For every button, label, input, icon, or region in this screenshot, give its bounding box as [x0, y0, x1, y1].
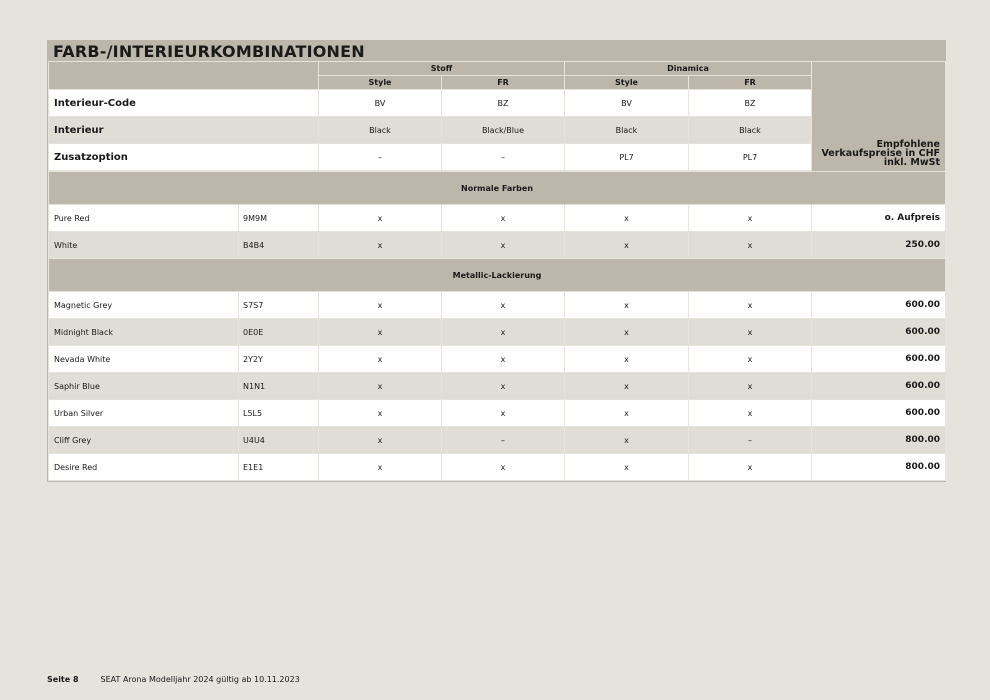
section-header-normale-farben	[49, 172, 946, 205]
availability-cell: x	[319, 454, 442, 481]
price-cell: 250.00	[812, 232, 946, 259]
color-interior-table-block	[47, 40, 946, 482]
availability-cell: x	[689, 454, 812, 481]
availability-cell: x	[689, 400, 812, 427]
info-cell: PL7	[689, 144, 812, 171]
info-row-interieur-code	[49, 90, 946, 117]
price-cell: 800.00	[812, 454, 946, 481]
availability-cell: x	[442, 400, 565, 427]
info-cell: Black/Blue	[442, 117, 565, 144]
color-code: B4B4	[239, 232, 319, 259]
sub-header-dinamica-style: Style	[565, 76, 689, 90]
table-row	[49, 373, 946, 400]
availability-cell: x	[319, 427, 442, 454]
page-footer	[47, 675, 300, 684]
availability-cell: x	[319, 232, 442, 259]
color-name: Urban Silver	[49, 400, 239, 427]
info-cell: Black	[689, 117, 812, 144]
availability-cell: x	[442, 319, 565, 346]
availability-cell: x	[565, 319, 689, 346]
price-cell: 600.00	[812, 373, 946, 400]
color-name: Magnetic Grey	[49, 292, 239, 319]
color-code: 0E0E	[239, 319, 319, 346]
info-cell: –	[442, 144, 565, 171]
availability-cell: x	[319, 400, 442, 427]
availability-cell: x	[689, 373, 812, 400]
availability-cell: x	[319, 205, 442, 232]
group-header-row	[49, 62, 946, 76]
info-cell: BZ	[689, 90, 812, 117]
color-name: Desire Red	[49, 454, 239, 481]
price-cell: o. Aufpreis	[812, 205, 946, 232]
color-name: White	[49, 232, 239, 259]
info-label: Interieur-Code	[49, 90, 319, 117]
info-cell: BZ	[442, 90, 565, 117]
info-row-interieur	[49, 117, 946, 144]
availability-cell: x	[319, 292, 442, 319]
availability-cell: x	[689, 346, 812, 373]
availability-cell: –	[689, 427, 812, 454]
section-title: Metallic-Lackierung	[49, 259, 946, 292]
availability-cell: x	[319, 346, 442, 373]
availability-cell: x	[442, 292, 565, 319]
group-header-dinamica: Dinamica	[565, 62, 812, 76]
availability-cell: x	[565, 346, 689, 373]
group-header-stoff: Stoff	[319, 62, 565, 76]
footer-text: SEAT Arona Modelljahr 2024 gültig ab 10.11.2023	[100, 675, 300, 684]
price-cell: 600.00	[812, 292, 946, 319]
availability-cell: x	[689, 205, 812, 232]
price-header: Empfohlene Verkaufspreise in CHF inkl. MwSt	[812, 62, 946, 172]
info-row-zusatzoption	[49, 144, 946, 171]
availability-cell: x	[689, 292, 812, 319]
color-code: 2Y2Y	[239, 346, 319, 373]
info-cell: Black	[319, 117, 442, 144]
availability-cell: x	[442, 232, 565, 259]
color-code: E1E1	[239, 454, 319, 481]
header-spacer	[49, 62, 319, 90]
info-label: Interieur	[49, 117, 319, 144]
table-row	[49, 319, 946, 346]
sub-header-stoff-style: Style	[319, 76, 442, 90]
color-code: N1N1	[239, 373, 319, 400]
availability-cell: x	[442, 454, 565, 481]
color-name: Cliff Grey	[49, 427, 239, 454]
availability-cell: x	[689, 232, 812, 259]
availability-cell: x	[565, 205, 689, 232]
table-row	[49, 400, 946, 427]
availability-cell: x	[442, 205, 565, 232]
price-cell: 600.00	[812, 346, 946, 373]
availability-cell: x	[319, 319, 442, 346]
color-code: U4U4	[239, 427, 319, 454]
availability-cell: x	[565, 232, 689, 259]
table-row	[49, 346, 946, 373]
info-cell: PL7	[565, 144, 689, 171]
availability-cell: x	[565, 292, 689, 319]
color-name: Nevada White	[49, 346, 239, 373]
table-title: FARB-/INTERIEURKOMBINATIONEN	[48, 41, 945, 61]
color-name: Pure Red	[49, 205, 239, 232]
availability-cell: x	[565, 400, 689, 427]
color-name: Midnight Black	[49, 319, 239, 346]
table-row	[49, 454, 946, 481]
info-cell: BV	[565, 90, 689, 117]
combinations-table	[48, 61, 946, 481]
table-row	[49, 292, 946, 319]
availability-cell: x	[442, 373, 565, 400]
price-cell: 600.00	[812, 319, 946, 346]
availability-cell: –	[442, 427, 565, 454]
availability-cell: x	[565, 427, 689, 454]
availability-cell: x	[565, 373, 689, 400]
color-name: Saphir Blue	[49, 373, 239, 400]
table-row	[49, 427, 946, 454]
availability-cell: x	[442, 346, 565, 373]
info-cell: BV	[319, 90, 442, 117]
availability-cell: x	[319, 373, 442, 400]
section-title: Normale Farben	[49, 172, 946, 205]
info-cell: –	[319, 144, 442, 171]
availability-cell: x	[689, 319, 812, 346]
page-number: Seite 8	[47, 675, 79, 684]
info-label: Zusatzoption	[49, 144, 319, 171]
section-header-metallic-lackierung	[49, 259, 946, 292]
price-cell: 600.00	[812, 400, 946, 427]
color-code: L5L5	[239, 400, 319, 427]
color-code: 9M9M	[239, 205, 319, 232]
color-code: S7S7	[239, 292, 319, 319]
sub-header-stoff-fr: FR	[442, 76, 565, 90]
table-row	[49, 205, 946, 232]
availability-cell: x	[565, 454, 689, 481]
sub-header-dinamica-fr: FR	[689, 76, 812, 90]
info-cell: Black	[565, 117, 689, 144]
table-row	[49, 232, 946, 259]
price-cell: 800.00	[812, 427, 946, 454]
